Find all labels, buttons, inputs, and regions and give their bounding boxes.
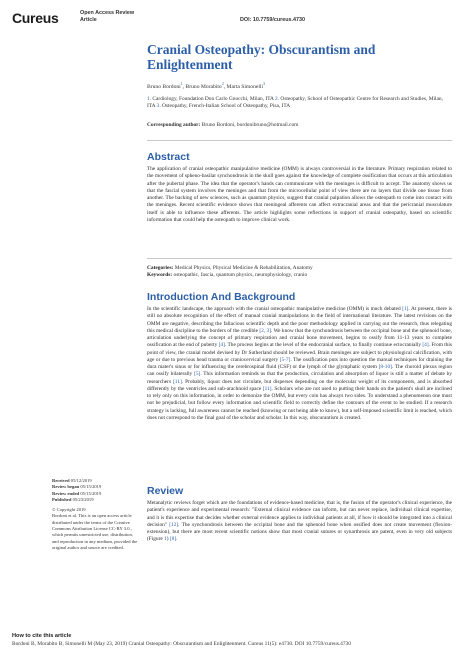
- divider: [147, 140, 452, 141]
- author-affil-marker: 3: [263, 81, 266, 86]
- keywords-text: osteopathic, fascia, quantum physics, neurophysiology, cranio: [173, 272, 308, 279]
- text-run: . The process begins at the level of the endocranial surface, to finally continue ectocranially: [224, 342, 423, 349]
- citation-link[interactable]: [5-7]: [279, 356, 291, 363]
- author-affil-marker: 2: [221, 81, 224, 86]
- text-run: .: [176, 536, 178, 543]
- text-run: Metanalytic reviews forget which are the foundations of evidence-based medicine, that is, the fusion of the operator's clinical experience, the patient's experience and experimental research: "External clinical evidence can inform, but can never replace, individual clinical expertise, and it is this expertise that decides whether external evidence applies to individual patients at all, if how it should be integrated into a clinical decision": [147, 500, 452, 528]
- cite-text: Bordoni B, Morabito B, Simonelli M (May 23, 2019) Cranial Osteopathy: Obscurantism and Enlightenment. Cureus 11(5): e4730. DOI 10.7759/cureus.4730: [12, 641, 351, 647]
- affil-text: Osteopathy, School of Osteopathic Centre for Research and Studies, Milan, ITA: [147, 96, 443, 110]
- categories-text: Medical Physics, Physical Medicine & Rehabilitation, Anatomy: [174, 265, 313, 271]
- citation-link[interactable]: [4]: [422, 342, 429, 349]
- citation-link[interactable]: [2, 3]: [259, 327, 271, 334]
- text-run: In the scientific landscape, the approach with the cranial osteopathic manipulative medicine (OMM) is much debated: [147, 306, 403, 312]
- license-text: Bordoni et al. This is an open access article distributed under the terms of the Creative Commons Attribution License CC-BY 3.0., which permits unrestricted use, distribution, and reproduction in any medium, provided the original author and source are credited.: [52, 513, 138, 550]
- categories-label: Categories:: [147, 265, 174, 271]
- citation-link[interactable]: [11]: [173, 378, 182, 385]
- text-run: ): [166, 536, 170, 543]
- author-name[interactable]: Marta Simonelli: [226, 83, 264, 90]
- review-began-date: 05/15/2019: [80, 484, 102, 490]
- citation-link[interactable]: [11]: [262, 385, 272, 392]
- keywords-label: Keywords:: [147, 272, 173, 279]
- intro-text: [147, 306, 452, 422]
- received-date: 05/12/2019: [70, 478, 92, 483]
- publication-metadata: [52, 478, 138, 551]
- text-run: . We know that the synchondrosis between the occipital bone and the sphenoid bone, articulation underlying the concept of primary respiration and cranial bone movement, begins to ossify from 11-13 years to complete ossification at the end of puberty: [147, 327, 453, 349]
- published-date: 05/23/2019: [72, 496, 94, 502]
- abstract-paragraph: The application of cranial osteopathic manipulative medicine (OMM) is always controversial in the literature. Primary respiration related to the movement of spheno-basilar synchondrosis in the skull goes against the knowledge of complete ossification that occurs at this articulation after the pubertal phase. The idea that the operator's hands can communicate with the meninges is difficult to accept. The anatomy shows us that the fascial system involves the meninges and that from the microcellular point of view there are no layers that divide one tissue from another. The backing of new sciences, such as quantum physics, suggest that cranial palpation allows the osteopath to come into contact with the meninges. Recent scientific evidence shows that meningeal afferents can affect extracranial areas and that the pericranial musculature itself is able to influence these afferents. The article highlights some reflections in support of cranial osteopathy, based on scientific information that could help the osteopath to improve clinical work.: [147, 166, 452, 223]
- intro-paragraph: [147, 306, 452, 422]
- journal-logo: Cureus: [12, 10, 59, 26]
- citation-link[interactable]: [12]: [169, 521, 179, 528]
- author-name[interactable]: Bruno Bordoni: [147, 83, 181, 90]
- citation-link[interactable]: [8]: [169, 536, 177, 543]
- citation-link[interactable]: [5]: [194, 371, 201, 378]
- affiliations: [147, 96, 452, 111]
- received-label: Received: [52, 478, 70, 483]
- corresponding-label: Corresponding author:: [147, 122, 201, 128]
- affil-number: 3.: [156, 103, 161, 110]
- author-name[interactable]: Bruno Morabito: [185, 83, 222, 90]
- review-ended-label: Review ended: [52, 490, 80, 496]
- abstract-text: [147, 166, 452, 224]
- abstract-heading: Abstract: [147, 151, 190, 163]
- citation-link[interactable]: [4]: [218, 342, 225, 349]
- author-list: Bruno Bordoni$^1$, Bruno Morabito$^2$, Marta Simonelli$^3$: [147, 81, 266, 90]
- text-run: . The choroid plexus region can ossify bilaterally: [147, 364, 452, 378]
- article-label: Article: [80, 17, 97, 23]
- review-began-label: Review began: [52, 484, 80, 490]
- affil-number: 2.: [275, 96, 280, 102]
- citation-link[interactable]: [8-10]: [378, 364, 392, 370]
- categories-block: [147, 265, 452, 280]
- review-ended-date: 05/15/2019: [80, 490, 102, 496]
- citation-link[interactable]: [1]: [402, 306, 409, 312]
- corresponding-author: [147, 122, 452, 128]
- divider: [147, 258, 452, 259]
- text-run: . Probably, liquor does not circulate, but disperses depending on the molecular weight of its components, and is absorbed differently by the ventricles and sub-arachnoid space: [147, 378, 452, 392]
- affil-text: Osteopathy, French-Italian School of Osteopathy, Pisa, ITA: [162, 103, 291, 110]
- corresponding-text[interactable]: Bruno Bordoni, bordonibruno@hotmail.com: [201, 122, 299, 128]
- affil-text: Cardiology, Foundation Don Carlo Gnocchi, Milan, ITA: [152, 96, 274, 102]
- intro-heading: Introduction And Background: [147, 291, 296, 303]
- text-run: . This information reminds us that the production, circulation and absorption of liquor is still a matter of debate by researchers: [147, 371, 453, 385]
- text-run: . At present, there is still no absolute recognition of the effect of manual cranial manipulations in the field of international literature. The latest revisions on the OMM are negative, describing the fallacious scientific depth and the poor methodology applied in carrying out the research, thus relegating this medical discipline to the borders of the credible: [147, 306, 453, 334]
- cite-heading: How to cite this article: [12, 633, 72, 639]
- text-run: . From this point of view, the cranial model devised by Dr Sutherland should be reviewed. Brain meninges are subject to physiological calcification, with age or due to previous head trauma or craniocervical surgery: [147, 342, 452, 363]
- article-title: Cranial Osteopathy: Obscurantism and Enlightenment: [147, 42, 376, 72]
- review-heading: Review: [147, 485, 184, 497]
- article-type: [80, 10, 134, 24]
- text-run: . The synchondrosis between the occipital bone and the sphenoid bone when ossified does not create movement (flexion-extension), but there are most recent scientific notions show that most cranial sutures or synarthrosis are patent, even in very old subjects (Figure: [147, 521, 452, 543]
- review-text: [147, 500, 452, 544]
- text-run: . The ossification puts into question the manual techniques for draining the dura mater's sinus or for influencing the cerebrospinal fluid (CSF) or the lymph of the glymphatic system: [147, 356, 452, 370]
- review-paragraph: [147, 500, 452, 544]
- figure-link[interactable]: 1: [164, 536, 167, 543]
- author-affil-marker: 1: [180, 81, 183, 86]
- text-run: . Scholars who are not used to putting their hands on the patient's skull are inclined to rely only on this information, in order to demonize the OMM, but every coin has always two sides. To understand a phenomenon one must not be prejudicial, but follow every information and scientific field to correctly define the contours of the event to be studied. If a research strategy is lacking, full awareness cannot be reached (knowing or not being able to know), but a self-imposed scientific limit is reached, which does not correspond to the final goal of the scholar and scholar. In this way, obscurantism is created.: [147, 385, 452, 421]
- doi-header[interactable]: DOI: 10.7759/cureus.4730: [240, 17, 306, 23]
- open-access-label: Open Access Review: [80, 10, 135, 16]
- affil-number: 1.: [147, 96, 152, 102]
- published-label: Published: [52, 496, 72, 502]
- copyright: © Copyright 2019: [52, 507, 86, 513]
